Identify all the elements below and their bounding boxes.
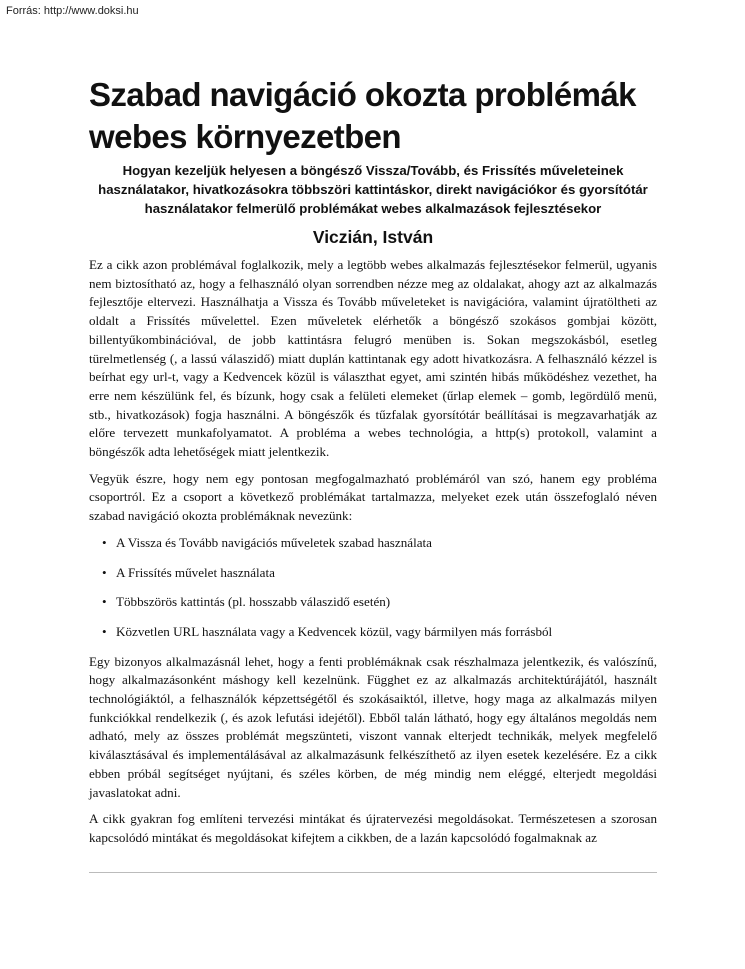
- list-item: [102, 623, 657, 642]
- paragraph-problem-group: Vegyük észre, hogy nem egy pontosan megfogalmazható problémáról van szó, hanem egy probléma csoportról. Ez a csoport a következő problémákat tartalmazza, melyeket ezek után összefoglaló néven szabad navigáció okozta problémáknak nevezünk:: [89, 470, 657, 524]
- list-item: [102, 593, 657, 612]
- document-subtitle: Hogyan kezeljük helyesen a böngésző Vissza/Tovább, és Frissítés műveleteinek használatakor, hivatkozásokra többszöri kattintáskor, direkt navigációkor és gyorsítótár használatakor felmerülő problémákat webes alkalmazások fejlesztésekor: [98, 163, 648, 216]
- author-name: Viczián, István: [312, 227, 434, 247]
- list-item-text: Többszörös kattintás (pl. hosszabb válaszidő esetén): [116, 594, 391, 610]
- list-item: [102, 534, 657, 553]
- document-page: [89, 74, 657, 856]
- bullet-icon: •: [102, 594, 107, 610]
- list-item-text: Közvetlen URL használata vagy a Kedvencek közül, vagy bármilyen más forrásból: [116, 623, 553, 639]
- bullet-icon: •: [102, 564, 107, 580]
- paragraph-subset: Egy bizonyos alkalmazásnál lehet, hogy a fenti problémáknak csak részhalmaza jelentkezik, és valószínű, hogy alkalmazásonként máshogy kell kezelnünk. Függhet ez az alkalmazás architektúrájától, használt technológiáktól, a felhasználók képzettségétől és szokásaiktól, illetve, hogy maga az alkalmazás milyen funkciókkal rendelkezik (, és azok lefutási idejétől). Ebből talán látható, hogy egy általános megoldás nem adható, mely az összes problémát megszünteti, viszont vannak elterjedt technikák, melyek megfelelő kiválasztásával és implementálásával az alkalmazásunk felkészíthető az ilyen esetek kezelésére. Ez a cikk ebben próbál segítséget nyújtani, és széles körben, de még mindig nem eléggé, elterjedt megoldási javaslatokat adni.: [89, 653, 657, 800]
- list-item: [102, 564, 657, 583]
- title-line-2: webes környezetben: [89, 118, 401, 155]
- footer-divider: [89, 872, 657, 873]
- bullet-icon: •: [102, 623, 107, 639]
- list-item-text: A Frissítés művelet használata: [116, 564, 275, 580]
- paragraph-patterns: A cikk gyakran fog említeni tervezési mintákat és újratervezési megoldásokat. Természetesen a szorosan kapcsolódó mintákat és megoldásokat kifejtem a cikkben, de a lazán kapcsolódó fogalmaknak az: [89, 811, 657, 845]
- list-item-text: A Vissza és Tovább navigációs műveletek szabad használata: [116, 534, 432, 550]
- problem-list: [89, 534, 657, 642]
- source-note: Forrás: http://www.doksi.hu: [6, 5, 139, 17]
- paragraph-intro: Ez a cikk azon problémával foglalkozik, mely a legtöbb webes alkalmazás fejlesztésekor felmerül, ugyanis nem biztosítható az, hogy a felhasználó olyan sorrendben nézze meg az oldalakat, ahogy azt az alkalmazás fejlesztője eltervezi. Használhatja a Vissza és Tovább műveleteket is navigációra, valamint újratöltheti az oldalt a Frissítés művelettel. Ezen műveletek elérhetők a böngésző szokásos gombjai között, billentyűkombinációval, de jobb kattintásra felugró menüben is. Sokan megszokásból, esetleg türelmetlenség (, a lassú válaszidő) miatt duplán kattintanak egy adott hivatkozásra. A felhasználó kézzel is beírhat egy url-t, vagy a Kedvencek közül is választhat egyet, ami szintén hibás működéshez vezethet, ha erre nem készülünk fel, és bízunk, hogy csak a felületi elemeket (űrlap elemek – gomb, legördülő menü, stb., hivatkozások) fogja használni. A böngészők és tűzfalak gyorsítótár beállításai is megzavarhatják az előre tervezett munkafolyamatot. A probléma a webes technológia, a http(s) protokoll, valamint a böngészők adta lehetőségek miatt jelentkezik.: [89, 257, 657, 460]
- title-line-1: Szabad navigáció okozta problémák: [89, 76, 636, 113]
- document-title: [89, 74, 657, 158]
- bullet-icon: •: [102, 534, 107, 550]
